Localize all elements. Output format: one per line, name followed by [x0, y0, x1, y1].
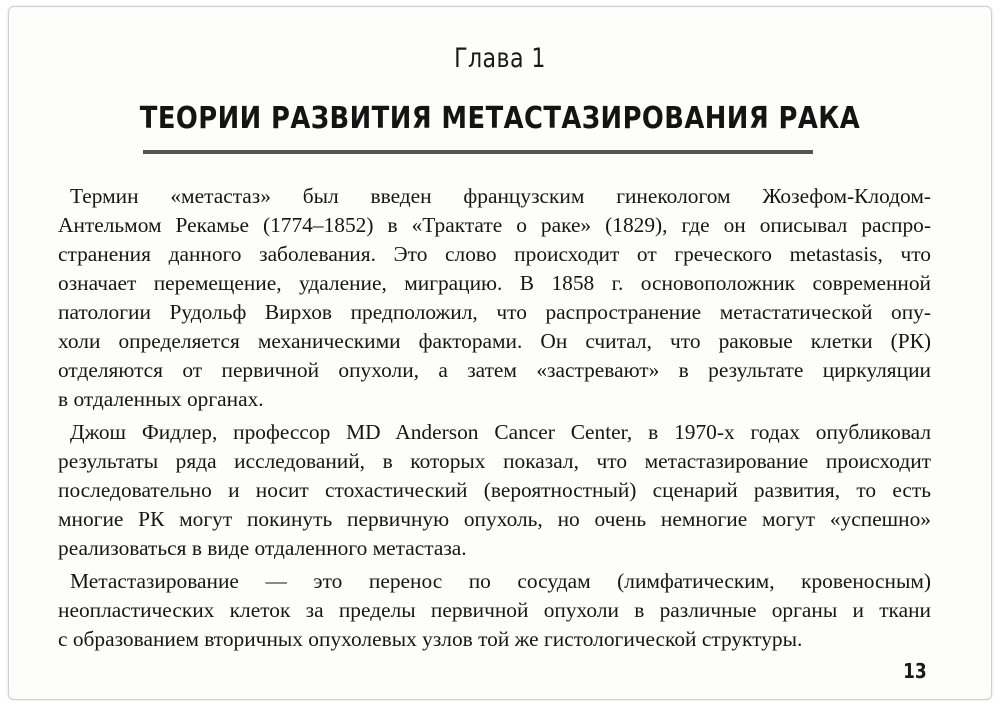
text-line: патологии Рудольф Вирхов предположил, что распространение метастатической опу- — [58, 300, 931, 324]
chapter-title: ТЕОРИИ РАЗВИТИЯ МЕТАСТАЗИРОВАНИЯ РАКА — [139, 101, 861, 136]
text-line: многие РК могут покинуть первичную опухоль, но очень немногие могут «успешно» — [58, 507, 931, 531]
page-number: 13 — [903, 659, 927, 683]
chapter-heading: Глава 1 — [454, 43, 546, 74]
paragraph-3 — [58, 567, 931, 654]
text-line: холи определяется механическими факторами. Он считал, что раковые клетки (РК) — [58, 329, 931, 353]
text-line: Метастазирование — это перенос по сосудам (лимфатическим, кровеносным) — [70, 569, 931, 593]
text-line: странения данного заболевания. Это слово происходит от греческого metastasis, что — [58, 242, 931, 266]
text-line: отделяются от первичной опухоли, а затем «застревают» в результате циркуляции — [58, 358, 931, 382]
text-line: Термин «метастаз» был введен французским гинекологом Жозефом-Клодом- — [70, 184, 931, 208]
text-line: реализоваться в виде отдаленного метастаза. — [58, 536, 467, 560]
paragraph-2 — [58, 418, 931, 563]
text-line: последовательно и носит стохастический (вероятностный) сценарий развития, то есть — [58, 478, 931, 502]
text-line: Джош Фидлер, профессор MD Anderson Cancer Center, в 1970-х годах опубликовал — [70, 420, 931, 444]
text-line: с образованием вторичных опухолевых узлов той же гистологической структуры. — [58, 627, 803, 651]
text-line: означает перемещение, удаление, миграцию. В 1858 г. основоположник современной — [58, 271, 931, 295]
book-page — [8, 6, 992, 700]
text-line: неопластических клеток за пределы первичной опухоли в различные органы и ткани — [58, 598, 931, 622]
text-line: Антельмом Рекамье (1774–1852) в «Трактате о раке» (1829), где он описывал распро- — [58, 213, 931, 237]
text-line: результаты ряда исследований, в которых показал, что метастазирование происходит — [58, 449, 931, 473]
title-divider — [143, 150, 813, 154]
body-text — [58, 182, 931, 654]
text-line: в отдаленных органах. — [58, 387, 264, 411]
paragraph-1 — [58, 182, 931, 414]
